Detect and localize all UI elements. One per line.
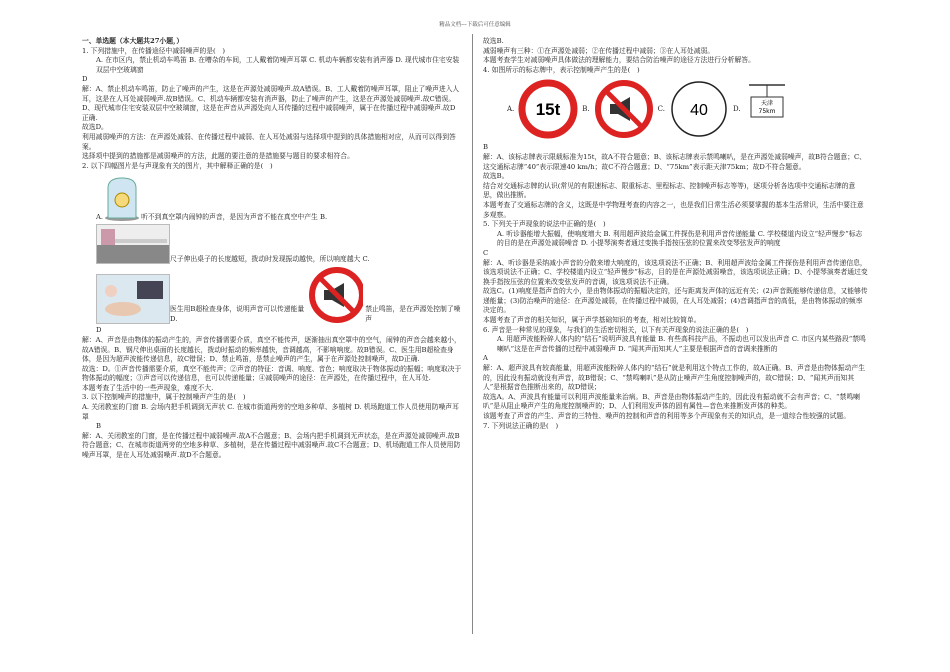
q3: A. 关闭教室的门窗 B. 会场内把手机调到无声状 C. 在城市街道两旁的空地多种草、多植树 D. 机场跑道工作人员使用防噪声耳罩 bbox=[82, 403, 459, 421]
q1-choice: 故选D。 bbox=[82, 123, 108, 132]
column-divider bbox=[472, 34, 473, 634]
weight-limit-sign bbox=[518, 79, 578, 139]
ultrasound-image bbox=[96, 274, 170, 324]
q2-analysis: 本题考查了生活中的一些声现象，难度不大. bbox=[82, 383, 214, 392]
q4-answer: B bbox=[483, 143, 488, 152]
q1-options: A. 在市区内，禁止机动车鸣笛 B. 在嘈杂的车间，工人戴着防噪声耳罩 C. 机动车辆都安装有消声器 D. 现代城市住宅安装双层中空玻璃窗 bbox=[96, 56, 460, 74]
q2-solution: 故选：D。①声音传播需要介质，真空不能传声；②声音的特征：音调、响度、音色；响度取决于物体振动的振幅；响度取决于物体振动的幅度；③声音可以传递信息，也可以传递能量；④减弱噪声的途径：在声源处，在传播过程中，在人耳处. bbox=[82, 364, 462, 383]
q4-solution: 解：A、该标志牌表示限载标准为15t，故A不符合题意；B、该标志牌表示禁鸣喇叭，是在声源处减弱噪声，故B符合题意；C、这交通标志牌“40”表示限速40 km/h；故C不符合题意；D、“75km”表示距天津75km；故D不符合题意。 bbox=[483, 152, 867, 171]
q4: 4. 如图所示的标志牌中，表示控制噪声产生的是( ) bbox=[483, 65, 640, 74]
q4-choice: 故选B。 bbox=[483, 172, 509, 181]
q2-b-text: 尺子伸出桌子的长度越短，拨动时发现振动越快，所以响度越大 C. bbox=[170, 254, 370, 263]
page-header: 精品文档---下载后可任意编辑 bbox=[439, 22, 511, 28]
q3-options: B bbox=[96, 422, 101, 431]
section-title: 一、单选题（本大题共27小题，） bbox=[82, 37, 184, 45]
svg-text:75km: 75km bbox=[758, 108, 776, 116]
q1-comment: 选择项中提到的措施都是减弱噪声的方法，此题的要注意的是措施要与题目的要求相符合。 bbox=[82, 152, 354, 161]
q2-a-text: 听不到真空罩内闹钟的声音，是因为声音不能在真空中产生 B. bbox=[141, 212, 328, 221]
q3-comment: 本题考查学生对减弱噪声具体做法的理解能力，要结合防治噪声的途径方法进行分析解答。 bbox=[483, 56, 755, 65]
svg-text:15t: 15t bbox=[535, 100, 561, 120]
q2-option-b bbox=[96, 224, 462, 264]
q4-comment: 本题考查了交通标志牌的含义，这既是中学物理考查的内容之一，也是我们日常生活必须要掌握的基本生活常识，生活中要注意多观察。 bbox=[483, 200, 864, 219]
speed-limit-sign bbox=[669, 79, 729, 139]
q6-analysis: 故选A。A、声波具有能量可以利用声波能量来治病。B、声音是由物体振动产生的，因此没有振动就不会有声音；C、“禁鸣喇叭”是从阻止噪声产生的角度控制噪声的；D、人们利用发声体的固有属性—音色来推断发声体的种类。 bbox=[483, 392, 860, 411]
no-horn-sign-b bbox=[594, 79, 654, 139]
q6-options: A. 用超声波能粉碎人体内的“结石”说明声波具有能量 B. 有些高科技产品，不振动也可以发出声音 C. 市区内某些路段“禁鸣喇叭”这是在声音传播的过程中减弱噪声 D. “闻其声而知其人”主要是根据声音的音调来推断的 bbox=[497, 335, 866, 353]
q2-label-a: A. bbox=[96, 212, 104, 221]
q5-comment: 本题考查了声音的相关知识，属于声学基础知识的考查，相对比较简单。 bbox=[483, 316, 701, 325]
q1-solution: 解：A、禁止机动车鸣笛，防止了噪声的产生，这是在声源处减弱噪声.故A错误。B、工人戴着防噪声耳罩，阻止了噪声进入人耳，这是在人耳处减弱噪声.故B错误。C、机动车辆都安装有消声器，防止了噪声的产生，这是在声源处减弱噪声.故C错误。D、现代城市住宅安装双层中空玻璃窗，这是在声音从声源处向人耳传播的过程中减弱噪声，属于在传播过程中减弱噪声.故D正确. bbox=[82, 84, 460, 122]
distance-sign bbox=[745, 79, 789, 139]
q2-option-c bbox=[96, 266, 462, 324]
q2: 2. 以下四幅图片是与声现象有关的图片，其中解释正确的是( ) bbox=[82, 161, 273, 170]
q4-signs bbox=[507, 79, 868, 139]
q5-solution: 解：A、听诊器是采纳减小声音的分散来增大响度的，该选项说法不正确；B、利用超声波给金属工件探伤是利用声音传递信息，该选项说法不正确；C、学校楼道内设立“轻声慢步”标志，目的是在声源处减弱噪音，该选项说法正确；D、小提琴演奏者通过变换手指按压弦的位置来改变弦发声的音调，该选项说法不正确。 bbox=[483, 258, 868, 286]
svg-text:天津: 天津 bbox=[760, 100, 773, 108]
left-column bbox=[82, 37, 462, 461]
q5-options: A. 听诊器能增大振幅，使响度增大 B. 利用超声波给金属工件探伤是利用声音传递能量 C. 学校楼道内设立“轻声慢步”标志的目的是在声源处减弱噪音 D. 小提琴演奏者通过变换手指按压弦的位置来改变琴弦发声的响度 bbox=[497, 229, 863, 248]
q2-answer: 解：A、声音是由物体的振动产生的，声音传播需要介质，真空不能传声，逐渐抽出真空罩中的空气，闹钟的声音会越来越小，故A错误。B、钢尺伸出桌面的长度越长，拨动时振动的频率越快，音调越高，不影响响度。故B错误。C、医生用B超检查身体，是因为超声波能传递信息，故C错误；D、禁止鸣笛，是禁止噪声的产生，属于在声源处控制噪声，故D正确. bbox=[82, 335, 461, 364]
bell-jar-image bbox=[103, 174, 141, 222]
q6-solution: 解：A、超声波具有较高能量，用超声波能粉碎人体内的“结石”就是利用这个特点工作的，故A正确。B、声音是由物体振动产生的，因此没有振动就没有声音，故B错误；C、“禁鸣喇叭”是从防止噪声产生角度控制噪声的，故C错误；D、“闻其声而知其人”是根据音色推断出来的，故D错误； bbox=[483, 364, 865, 392]
q1: 1. 下列措施中，在传播途径中减弱噪声的是( ) bbox=[82, 46, 226, 55]
q6: 6. 声音是一种常见的现象，与我们的生活密切相关，以下有关声现象的说法正确的是( ) bbox=[483, 325, 749, 334]
q7: 7. 下列说法正确的是( ) bbox=[483, 421, 559, 430]
q3-answer: 解：A、关闭教室的门窗，是在传播过程中减弱噪声.故A不合题意；B、会场内把手机调到无声状态，是在声源处减弱噪声.故B符合题意；C、在城市街道两旁的空地多种草、多植树，是在传播过程中减弱噪声.故C不合题意；D、机场跑道工作人员使用防噪声耳罩，是在人耳处减弱噪声.故D不合题意。 bbox=[82, 431, 461, 460]
q3-analysis: 减弱噪声有三种：①在声源处减弱；②在传播过程中减弱；③在人耳处减弱。 bbox=[483, 46, 715, 55]
right-column bbox=[483, 37, 868, 431]
ruler-image bbox=[96, 224, 170, 264]
q1-analysis: 利用减弱噪声的方法：在声源处减弱、在传播过程中减弱、在人耳处减弱与选择项中提到的具体措施相对应，从而可以得到答案。 bbox=[82, 132, 456, 151]
q6-answer: A bbox=[483, 354, 488, 363]
svg-text:40: 40 bbox=[690, 102, 708, 120]
q3-choice: 故选B. bbox=[483, 37, 504, 45]
q6-comment: 该题考查了声音的产生、声音的三特性、噪声的控制和声音的利用等多个声现象有关的知识点，是一道综合性较强的试题。 bbox=[483, 412, 851, 420]
q2-c-text: 医生用B超检查身体，说明声音可以传递能量 D. bbox=[170, 305, 305, 323]
q5: 5. 下列关于声现象的说法中正确的是( ) bbox=[483, 220, 606, 229]
no-horn-sign bbox=[308, 266, 363, 324]
q2-option-a bbox=[96, 174, 462, 222]
q2-d-text-cont: D bbox=[96, 326, 102, 335]
sign-d-label: D. bbox=[733, 104, 741, 113]
q5-answer: C bbox=[483, 248, 489, 257]
sign-a-label: A. bbox=[507, 104, 515, 113]
q2-d-text: 禁止鸣笛，是在声源处控制了噪声 bbox=[365, 305, 461, 323]
q4-analysis: 结合对交通标志牌的认识(常见的有限速标志、限重标志、里程标志、控制噪声标志等等)，逐项分析各选项中交通标志牌的意思，做出推断。 bbox=[483, 181, 856, 200]
sign-b-label: B. bbox=[582, 104, 590, 113]
q5-analysis: 故选C。(1)响度是指声音的大小，是由物体振动的振幅决定的，还与距离发声体的远近有关；(2)声音既能够传递信息，又能够传递能量；(3)防治噪声的途径：在声源处减弱，在传播过程中减弱，在人耳处减弱；(4)音调指声音的高低，是由物体振动的频率决定的。 bbox=[483, 287, 868, 315]
sign-c-label: C. bbox=[657, 104, 665, 113]
q1-answer: D bbox=[82, 75, 88, 84]
q2-comment: 3. 以下控制噪声的措施中，属于控制噪声产生的是( ) bbox=[82, 393, 246, 402]
